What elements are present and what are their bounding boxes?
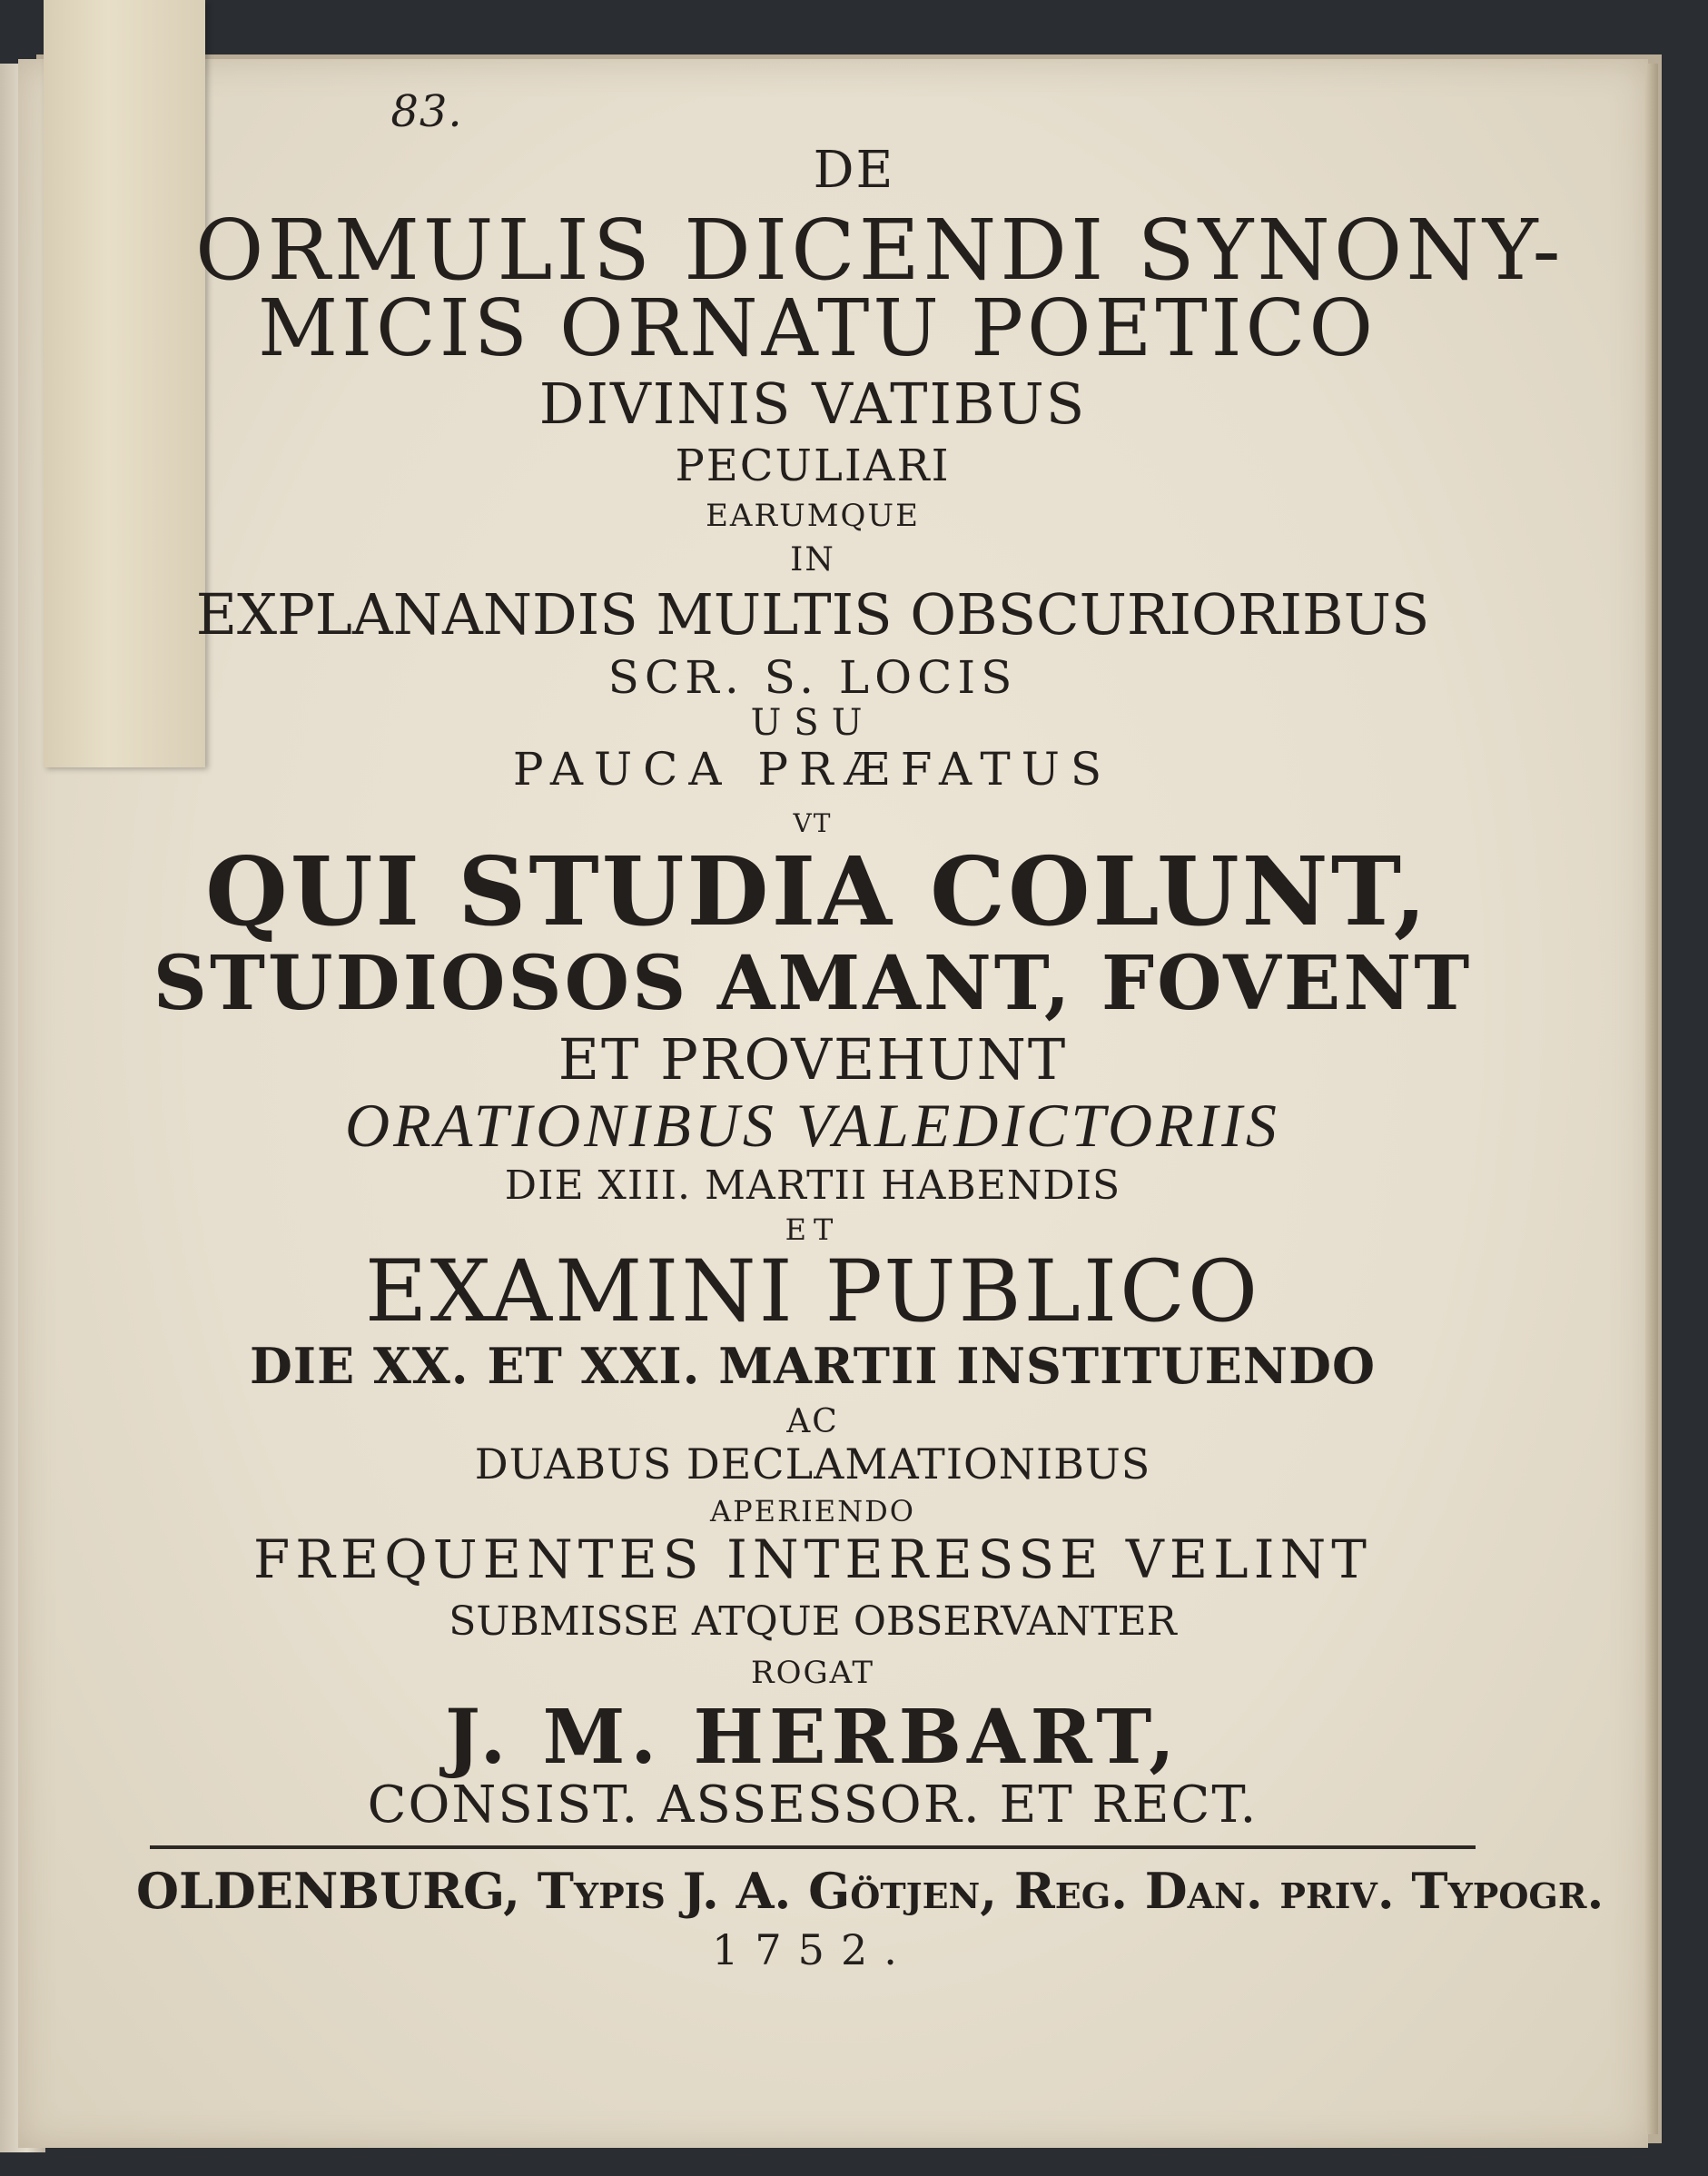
title-line-3: MICIS ORNATU POETICO xyxy=(258,283,1377,374)
title-line-9: SCR. S. LOCIS xyxy=(607,651,1018,704)
title-line-22: DUABUS DECLAMATIONIBUS xyxy=(474,1439,1151,1489)
title-line-8: EXPLANANDIS MULTIS OBSCURIORIBUS xyxy=(195,581,1430,648)
author-titles: CONSIST. ASSESSOR. ET RECT. xyxy=(367,1775,1259,1835)
title-line-11: PAUCA PRÆFATUS xyxy=(512,743,1113,796)
title-line-7: IN xyxy=(790,541,835,579)
author-name: J. M. HERBART, xyxy=(445,1694,1180,1781)
title-line-2: ORMULIS DICENDI SYNONY- xyxy=(195,202,1565,299)
title-line-26: ROGAT xyxy=(750,1655,874,1691)
imprint: OLDENBURG, Typis J. A. Götjen, Reg. Dan. priv. Typogr. xyxy=(136,1862,1604,1920)
title-line-18: ET xyxy=(785,1212,841,1247)
title-line-12: VT xyxy=(793,808,833,838)
imprint-rule xyxy=(150,1845,1476,1849)
title-line-19: EXAMINI PUBLICO xyxy=(364,1242,1261,1341)
title-line-17: DIE XIII. MARTII HABENDIS xyxy=(504,1162,1121,1209)
folio-number: 83. xyxy=(390,86,463,137)
imprint-year: 1752. xyxy=(712,1925,913,1974)
title-line-21: AC xyxy=(786,1403,839,1440)
title-line-4: DIVINIS VATIBUS xyxy=(538,371,1087,437)
title-line-5: PECULIARI xyxy=(675,440,951,491)
title-line-25: SUBMISSE ATQUE OBSERVANTER xyxy=(449,1598,1177,1645)
title-line-24: FREQUENTES INTERESSE VELINT xyxy=(253,1528,1372,1590)
title-line-13: QUI STUDIA COLUNT, xyxy=(205,836,1429,947)
title-line-20: DIE XX. ET XXI. MARTII INSTITUENDO xyxy=(249,1337,1377,1395)
title-line-6: EARUMQUE xyxy=(706,498,920,534)
title-line-1: DE xyxy=(813,141,895,200)
title-line-10: USU xyxy=(750,702,875,744)
page-edge xyxy=(1645,64,1658,2134)
title-line-16: ORATIONIBUS VALEDICTORIIS xyxy=(345,1091,1280,1160)
title-line-23: APERIENDO xyxy=(710,1494,915,1528)
title-line-15: ET PROVEHUNT xyxy=(558,1026,1068,1093)
title-line-14: STUDIOSOS AMANT, FOVENT xyxy=(153,940,1473,1027)
